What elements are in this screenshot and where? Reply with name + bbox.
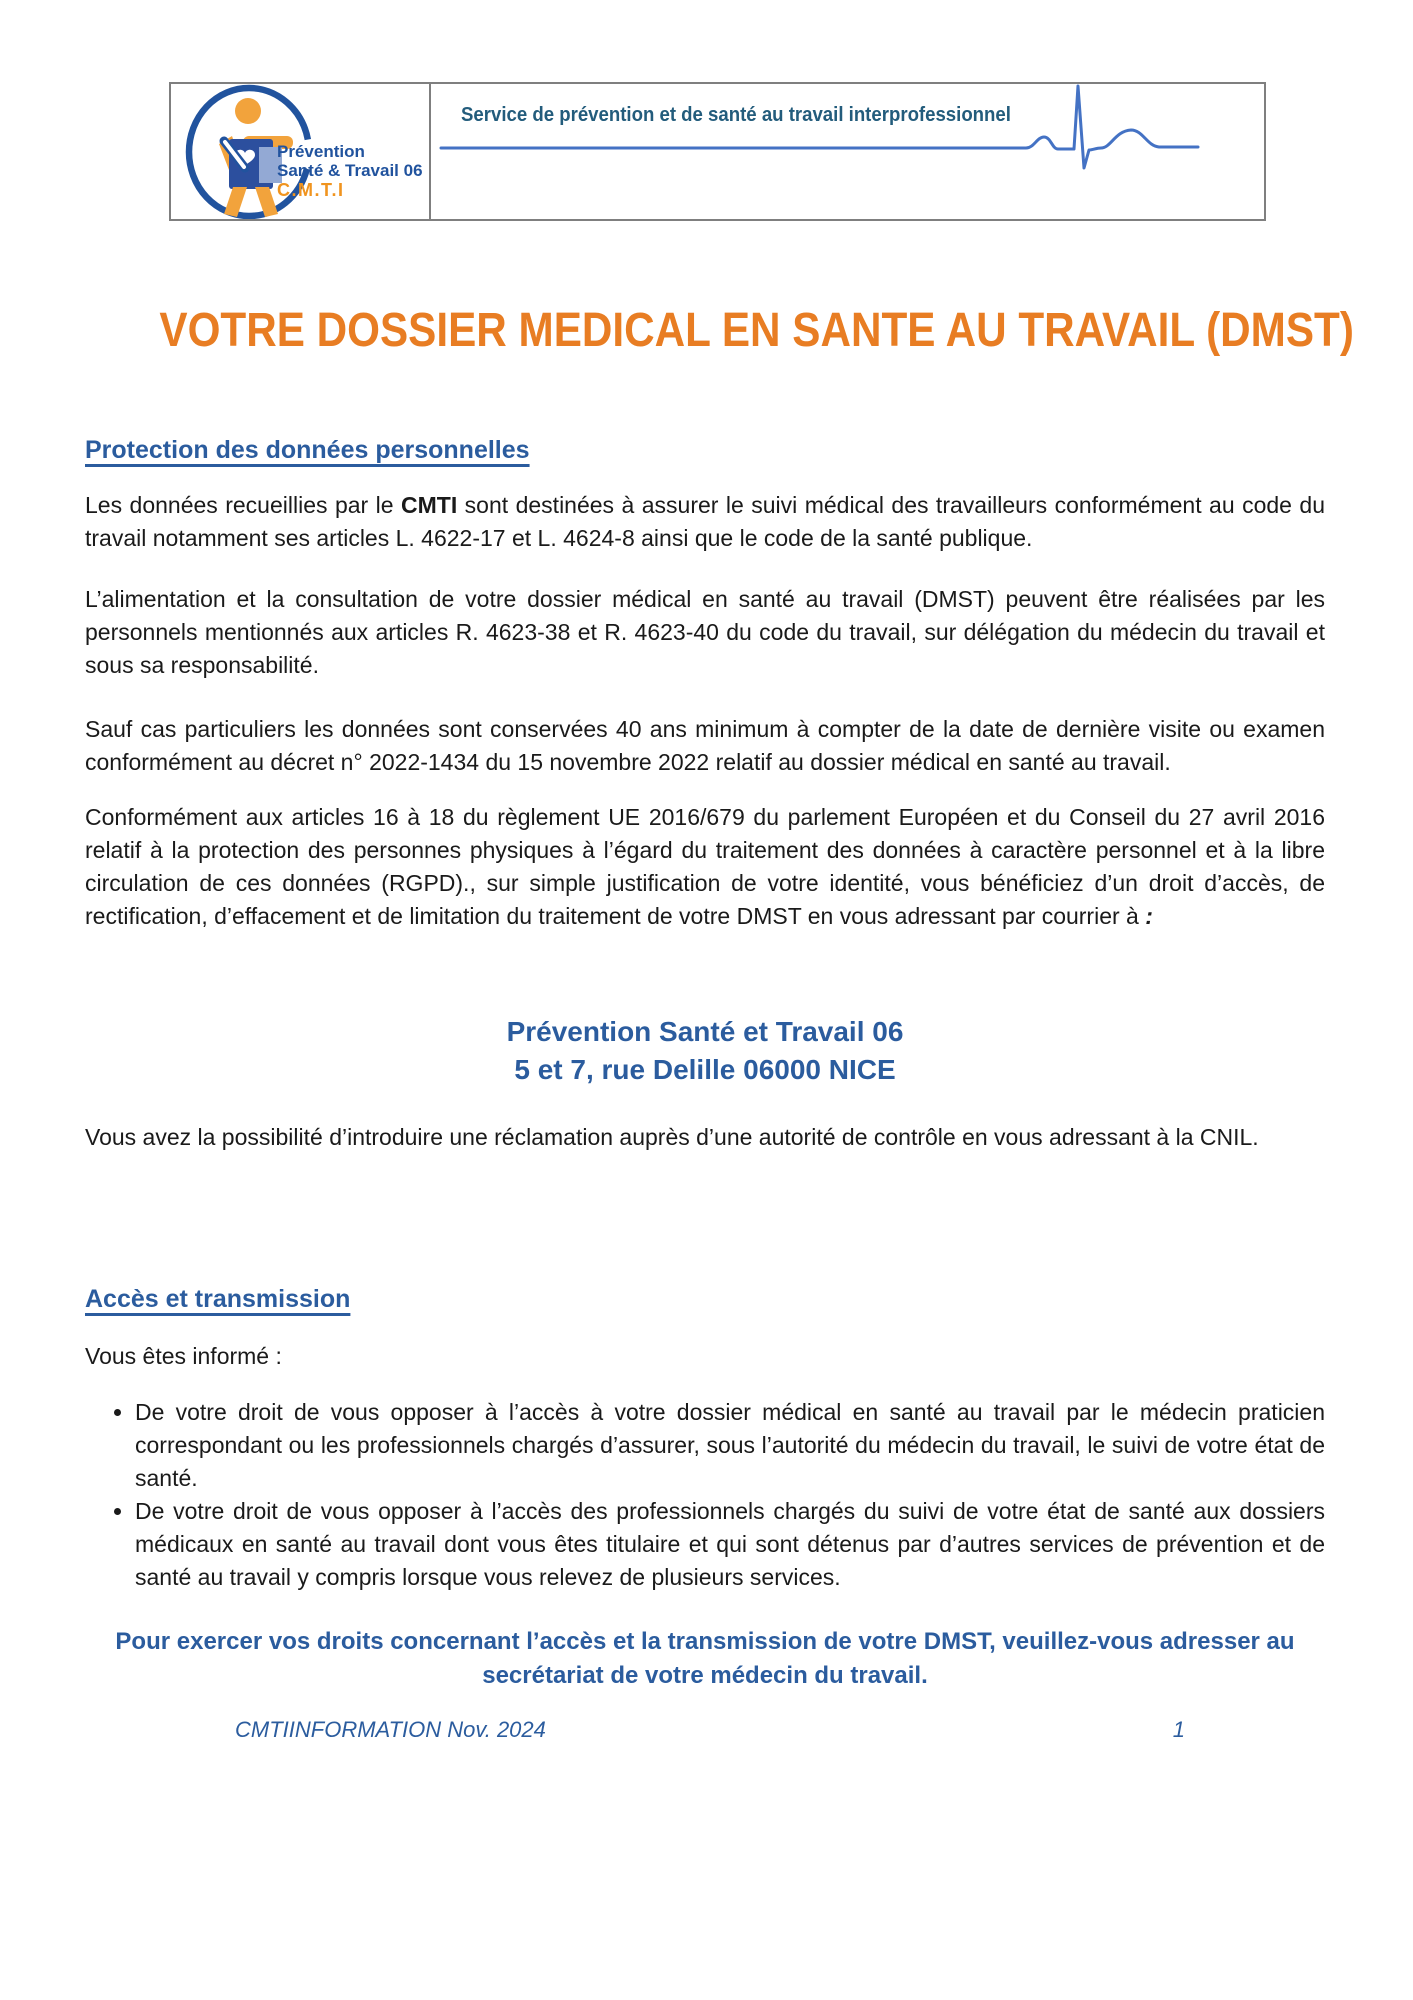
postal-address <box>85 1013 1325 1089</box>
page-number: 1 <box>1172 1717 1185 1742</box>
address-line2: 5 et 7, rue Delille 06000 NICE <box>514 1054 896 1085</box>
logo-line2: Santé & Travail 06 <box>277 161 423 180</box>
logo-line1: Prévention <box>277 142 365 161</box>
paragraph-conservation: Sauf cas particuliers les données sont conservées 40 ans minimum à compter de la date de dernière visite ou examen conformément au décret n° 2022-1434 du 15 novembre 2022 relatif au dossier médical en santé au travail. <box>85 716 1325 775</box>
paragraph-informe: Vous êtes informé : <box>85 1343 282 1369</box>
section-heading-protection: Protection des données personnelles <box>85 436 530 464</box>
header-tagline: Service de prévention et de santé au travail interprofessionnel <box>461 104 1011 126</box>
address-line1: Prévention Santé et Travail 06 <box>506 1016 904 1047</box>
footer-doc-label: CMTI <box>235 1717 289 1742</box>
paragraph-donnees-post: sont destinées à assurer le suivi médical des travailleurs conformément au code du travail notamment ses articles L. 4622-17 et L. 4624-8 ainsi que le code de la santé publique. <box>85 492 1325 551</box>
page-title: VOTRE DOSSIER MEDICAL EN SANTE AU TRAVAIL (DMST) <box>159 304 1354 357</box>
closing-instruction: Pour exercer vos droits concernant l’accès et la transmission de votre DMST, veuillez-vous adresser au secrétariat de votre médecin du travail. <box>115 1628 1295 1689</box>
paragraph-donnees <box>85 489 1325 555</box>
footer-info-label: INFORMATION Nov. 2024 <box>288 1717 546 1742</box>
paragraph-alimentation: L’alimentation et la consultation de votre dossier médical en santé au travail (DMST) peuvent être réalisées par les personnels mentionnés aux articles R. 4623-38 et R. 4623-40 du code du travail, sur délégation du médecin du travail et sous sa responsabilité. <box>85 586 1325 678</box>
paragraph-donnees-pre: Les données recueillies par le <box>85 492 401 518</box>
logo-cmti-label: C.M.T.I <box>277 180 345 200</box>
cmti-bold: CMTI <box>401 492 458 518</box>
paragraph-rgpd-colon: : <box>1145 903 1153 929</box>
paragraph-rgpd-text: Conformément aux articles 16 à 18 du règlement UE 2016/679 du parlement Européen et du Conseil du 27 avril 2016 relatif à la protection des personnes physiques à l’égard du traitement des données à caractère personnel et à la libre circulation de ces données (RGPD)., sur simple justification de votre identité, vous bénéficiez d’un droit d’accès, de rectification, d’effacement et de limitation du traitement de votre DMST en vous adressant par courrier à <box>85 804 1325 929</box>
section-heading-acces: Accès et transmission <box>85 1285 351 1313</box>
rights-bullet-list <box>85 1396 1325 1594</box>
paragraph-cnil: Vous avez la possibilité d’introduire une réclamation auprès d’une autorité de contrôle en vous adressant à la CNIL. <box>85 1124 1259 1150</box>
page-footer <box>85 1717 1325 1743</box>
list-item: • De votre droit de vous opposer à l’accès des professionnels chargés du suivi de votre état de santé aux dossiers médicaux en santé au travail dont vous êtes titulaire et qui sont détenus par d’autres services de prévention et de santé au travail y compris lorsque vous relevez de plusieurs services. <box>135 1495 1325 1594</box>
document-content <box>85 0 1354 1743</box>
paragraph-rgpd <box>85 801 1325 933</box>
list-item: • De votre droit de vous opposer à l’accès à votre dossier médical en santé au travail par le médecin praticien correspondant ou les professionnels chargés d’assurer, sous l’autorité du médecin du travail, le suivi de votre état de santé. <box>135 1396 1325 1495</box>
footer-left <box>235 1717 546 1743</box>
